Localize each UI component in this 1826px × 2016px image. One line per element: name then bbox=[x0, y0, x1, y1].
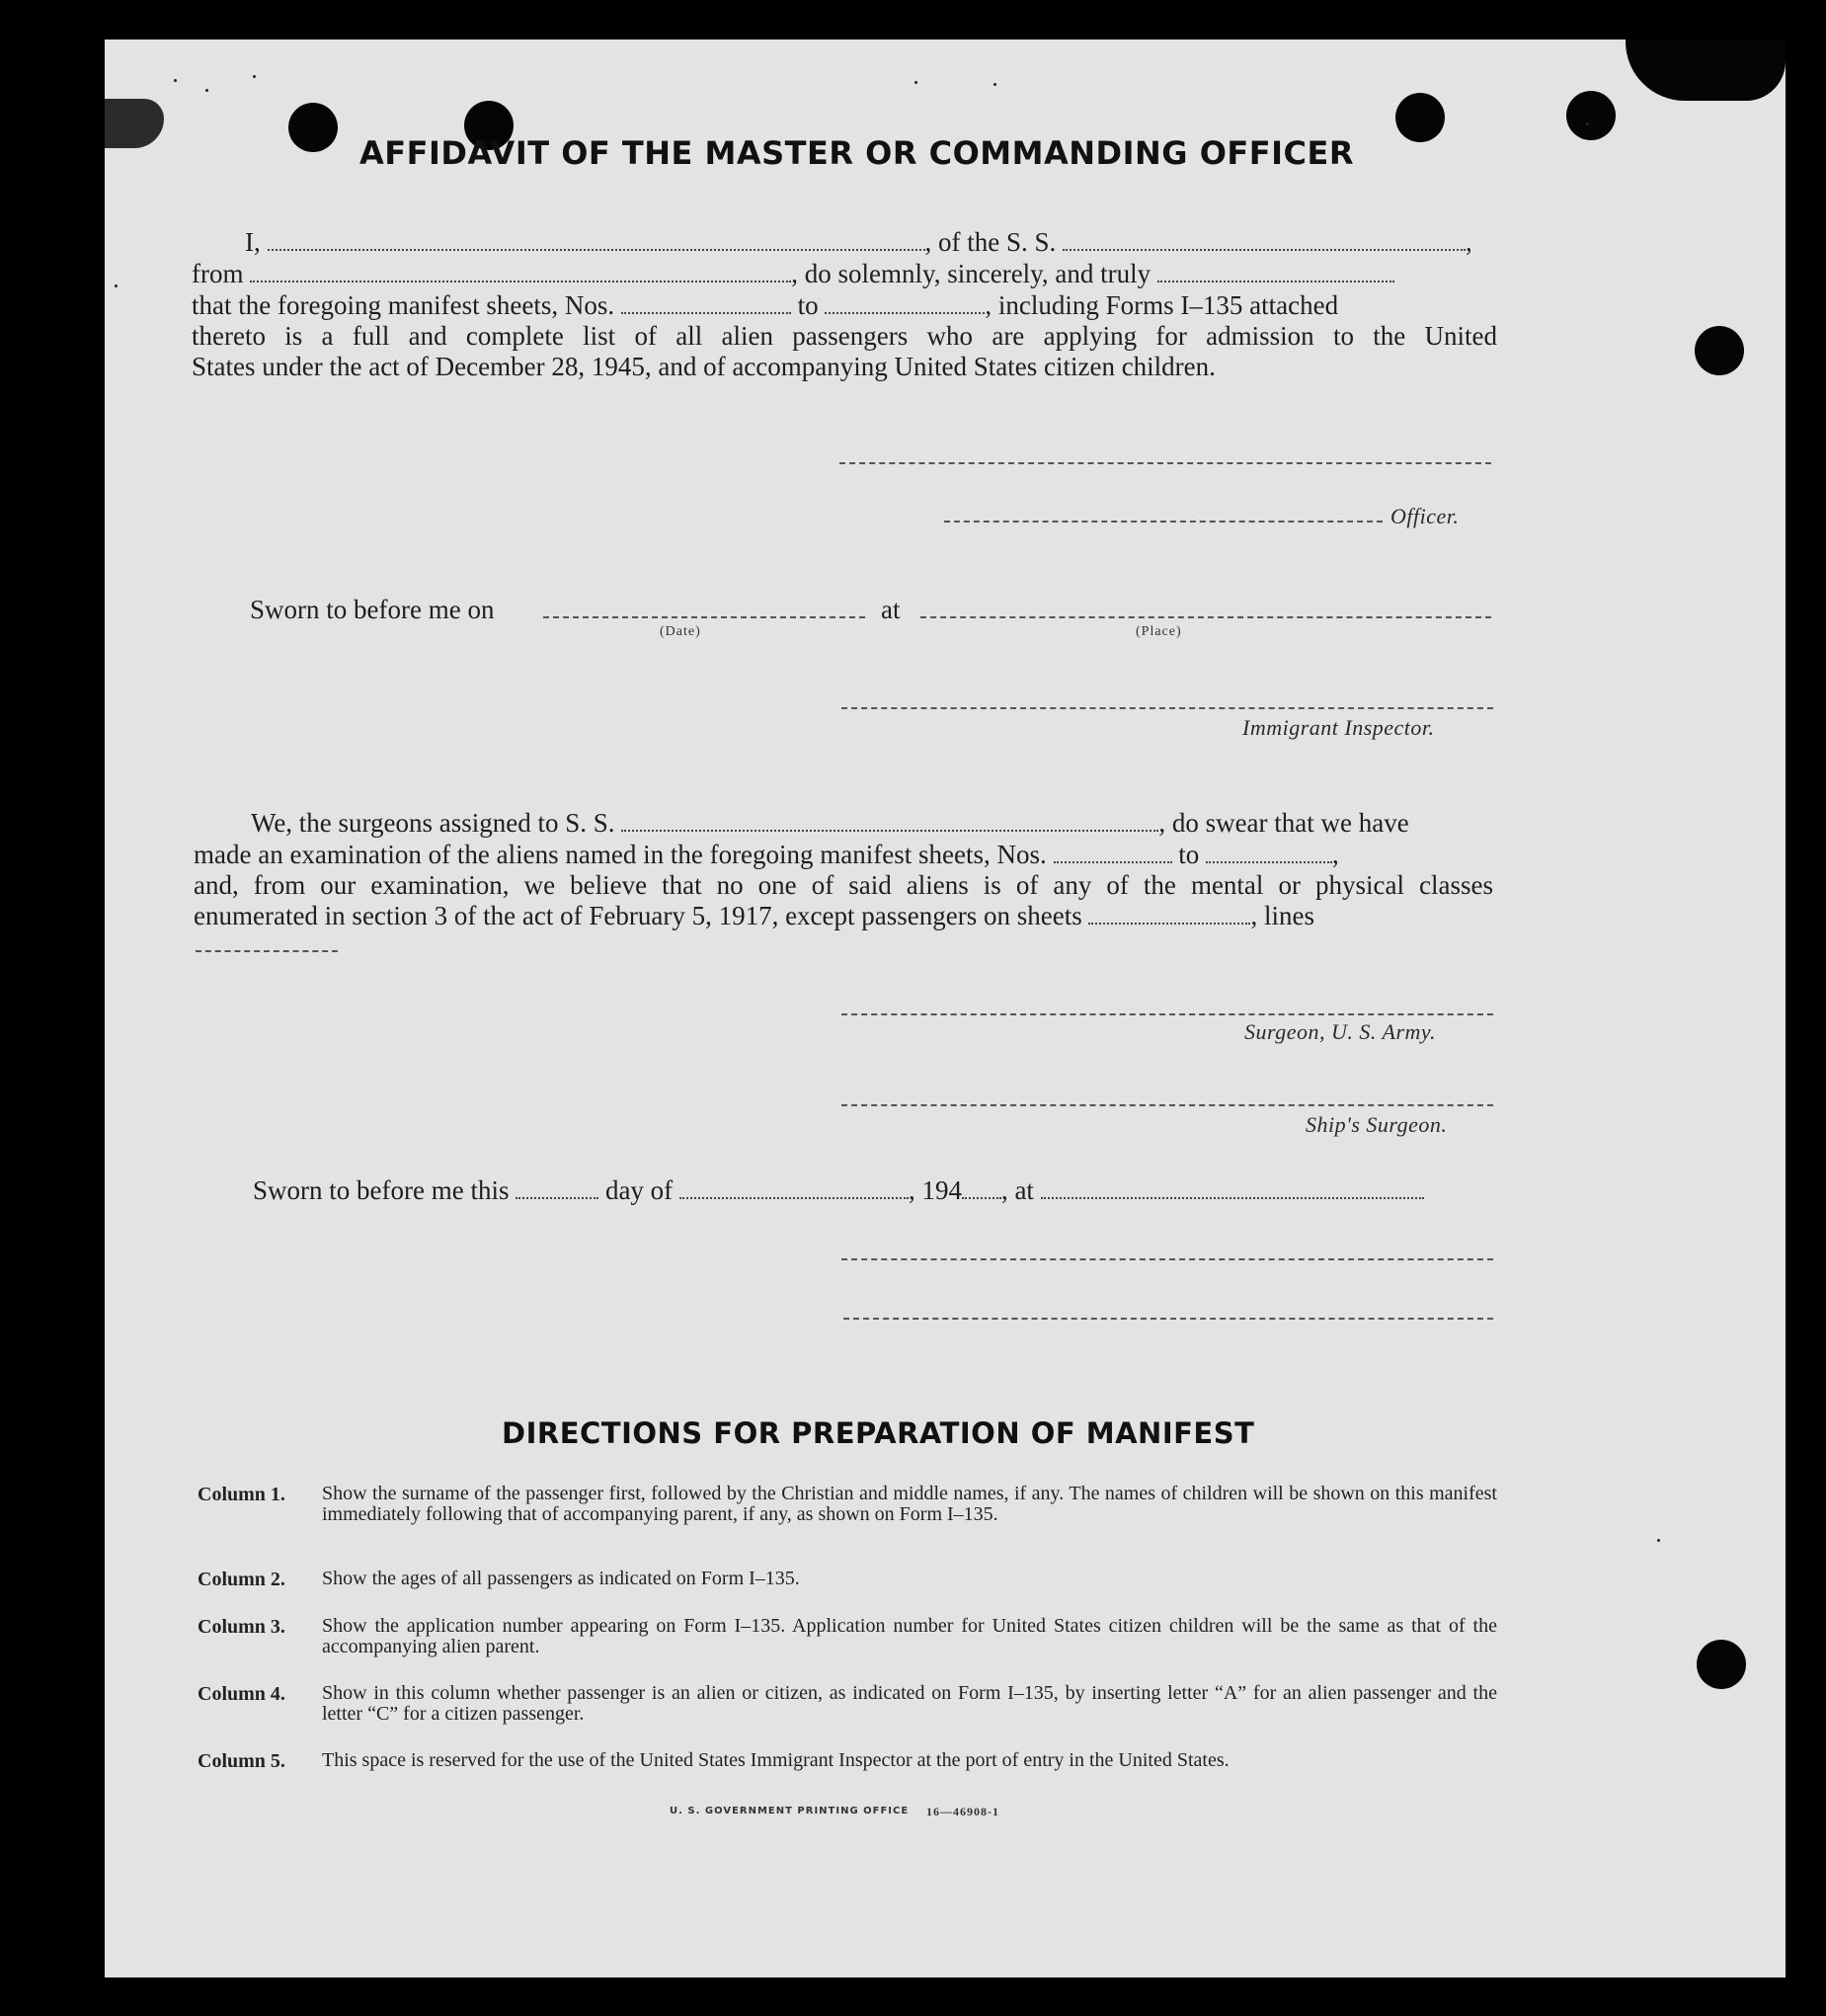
inspector-signature-line[interactable] bbox=[841, 707, 1493, 709]
surgeon-line-4 bbox=[194, 901, 1314, 931]
month-field[interactable] bbox=[679, 1195, 909, 1199]
column-5-label: Column 5. bbox=[198, 1750, 285, 1772]
year-field[interactable] bbox=[962, 1195, 1001, 1199]
punch-hole bbox=[288, 103, 338, 152]
label-i: I, bbox=[245, 227, 261, 257]
speck bbox=[1586, 122, 1589, 125]
sworn-place-field[interactable] bbox=[920, 616, 1491, 618]
surgeon-line-3: and, from our examination, we believe that no one of said aliens is of any of the mental or physical classes bbox=[194, 870, 1493, 900]
affidavit-title: AFFIDAVIT OF THE MASTER OR COMMANDING OFFICER bbox=[359, 134, 1354, 172]
sheet-to-field[interactable] bbox=[825, 310, 985, 314]
affidavit-line-5: States under the act of December 28, 1945, and of accompanying United States citizen children. bbox=[192, 352, 1216, 381]
day-field[interactable] bbox=[516, 1195, 598, 1199]
affidavit-line-3 bbox=[192, 290, 1338, 321]
sworn-date-field[interactable] bbox=[543, 616, 865, 618]
sworn-this-day-line bbox=[253, 1175, 1424, 1206]
army-surgeon-label: Surgeon, U. S. Army. bbox=[1244, 1019, 1436, 1044]
label-of-ss: , of the S. S. bbox=[924, 227, 1057, 257]
label-sheets-nos: that the foregoing manifest sheets, Nos. bbox=[192, 290, 615, 320]
label-day-of: day of bbox=[604, 1175, 674, 1205]
label-examination: made an examination of the aliens named in the foregoing manifest sheets, Nos. bbox=[194, 840, 1047, 869]
speck bbox=[205, 89, 208, 92]
officiant-title-line[interactable] bbox=[843, 1318, 1493, 1320]
ship-surgeon-label: Ship's Surgeon. bbox=[1306, 1112, 1448, 1137]
label-at-2: , at bbox=[1000, 1175, 1034, 1205]
exam-sheet-from-field[interactable] bbox=[1054, 859, 1172, 863]
ship-name-field[interactable] bbox=[1063, 247, 1466, 251]
label-do-swear: , do swear that we have bbox=[1158, 808, 1409, 838]
label-sworn-this: Sworn to before me this bbox=[253, 1175, 510, 1205]
label-lines: , lines bbox=[1250, 901, 1314, 930]
comma-2: , bbox=[1332, 840, 1339, 869]
officer-title-line[interactable] bbox=[944, 521, 1383, 523]
sworn-before-date-label: Sworn to before me on bbox=[250, 595, 495, 624]
inspector-label: Immigrant Inspector. bbox=[1242, 715, 1435, 740]
speck bbox=[1657, 1539, 1660, 1542]
sworn-at-label: at bbox=[881, 595, 901, 624]
surgeon-line-1 bbox=[251, 808, 1409, 839]
surgeon-line-2 bbox=[194, 840, 1339, 870]
punch-hole bbox=[1395, 93, 1445, 142]
sworn-place-2-field[interactable] bbox=[1041, 1195, 1424, 1199]
punch-hole bbox=[1695, 326, 1744, 375]
officer-signature-line[interactable] bbox=[839, 462, 1491, 464]
affidavit-line-1 bbox=[245, 227, 1472, 258]
officiant-signature-line[interactable] bbox=[841, 1258, 1493, 1260]
surgeon-ship-field[interactable] bbox=[621, 828, 1158, 832]
speck bbox=[993, 83, 996, 86]
speck bbox=[914, 81, 917, 84]
punch-hole bbox=[1697, 1640, 1746, 1689]
torn-corner bbox=[1744, 40, 1786, 41]
comma: , bbox=[1466, 227, 1472, 257]
label-to-2: to bbox=[1178, 840, 1200, 869]
label-to: to bbox=[797, 290, 819, 320]
place-caption: (Place) bbox=[1136, 624, 1182, 639]
punch-hole bbox=[1566, 91, 1616, 140]
column-3-text: Show the application number appearing on Form I–135. Application number for United States citizen children will be the same as that of the accompanying alien parent. bbox=[322, 1615, 1497, 1657]
from-port-field[interactable] bbox=[250, 279, 791, 282]
label-year-prefix: , 194 bbox=[908, 1175, 962, 1205]
label-enumerated: enumerated in section 3 of the act of February 5, 1917, except passengers on sheets bbox=[194, 901, 1082, 930]
column-4-label: Column 4. bbox=[198, 1683, 285, 1705]
affidavit-line-4: thereto is a full and complete list of all alien passengers who are applying for admission to the United bbox=[192, 321, 1497, 351]
label-from: from bbox=[192, 259, 244, 288]
printer-imprint: U. S. GOVERNMENT PRINTING OFFICE bbox=[670, 1806, 910, 1816]
column-3-label: Column 3. bbox=[198, 1616, 285, 1638]
speck bbox=[253, 75, 256, 78]
label-solemnly: , do solemnly, sincerely, and truly bbox=[791, 259, 1151, 288]
form-sheet bbox=[105, 40, 1786, 1977]
master-name-field[interactable] bbox=[268, 247, 925, 251]
label-including: , including Forms I–135 attached bbox=[985, 290, 1339, 320]
column-5-text: This space is reserved for the use of the United States Immigrant Inspector at the port of entry in the United States. bbox=[322, 1749, 1230, 1771]
oath-field[interactable] bbox=[1157, 279, 1394, 282]
army-surgeon-signature-line[interactable] bbox=[841, 1013, 1493, 1015]
except-lines-field[interactable] bbox=[196, 950, 338, 952]
speck bbox=[174, 79, 177, 82]
column-4-text: Show in this column whether passenger is an alien or citizen, as indicated on Form I–135, by inserting letter “A” for an alien passenger and the letter “C” for a citizen passenger. bbox=[322, 1682, 1497, 1725]
exam-sheet-to-field[interactable] bbox=[1206, 859, 1332, 863]
column-1-text: Show the surname of the passenger first, followed by the Christian and middle names, if any. The names of children will be shown on this manifest immediately following that of accompanying parent, if any, as shown on Form I–135. bbox=[322, 1483, 1497, 1525]
officer-label: Officer. bbox=[1390, 504, 1460, 528]
affidavit-line-2 bbox=[192, 259, 1394, 289]
date-caption: (Date) bbox=[660, 624, 701, 639]
label-surgeons-ss: We, the surgeons assigned to S. S. bbox=[251, 808, 615, 838]
column-2-text: Show the ages of all passengers as indicated on Form I–135. bbox=[322, 1568, 800, 1589]
torn-edge bbox=[105, 99, 164, 148]
sheet-from-field[interactable] bbox=[621, 310, 791, 314]
form-code: 16—46908-1 bbox=[926, 1805, 999, 1818]
column-2-label: Column 2. bbox=[198, 1569, 285, 1590]
ship-surgeon-signature-line[interactable] bbox=[841, 1104, 1493, 1106]
torn-corner bbox=[1626, 40, 1786, 101]
column-1-label: Column 1. bbox=[198, 1484, 285, 1505]
except-sheets-field[interactable] bbox=[1088, 921, 1250, 925]
speck bbox=[115, 284, 118, 287]
directions-title: DIRECTIONS FOR PREPARATION OF MANIFEST bbox=[502, 1416, 1255, 1450]
